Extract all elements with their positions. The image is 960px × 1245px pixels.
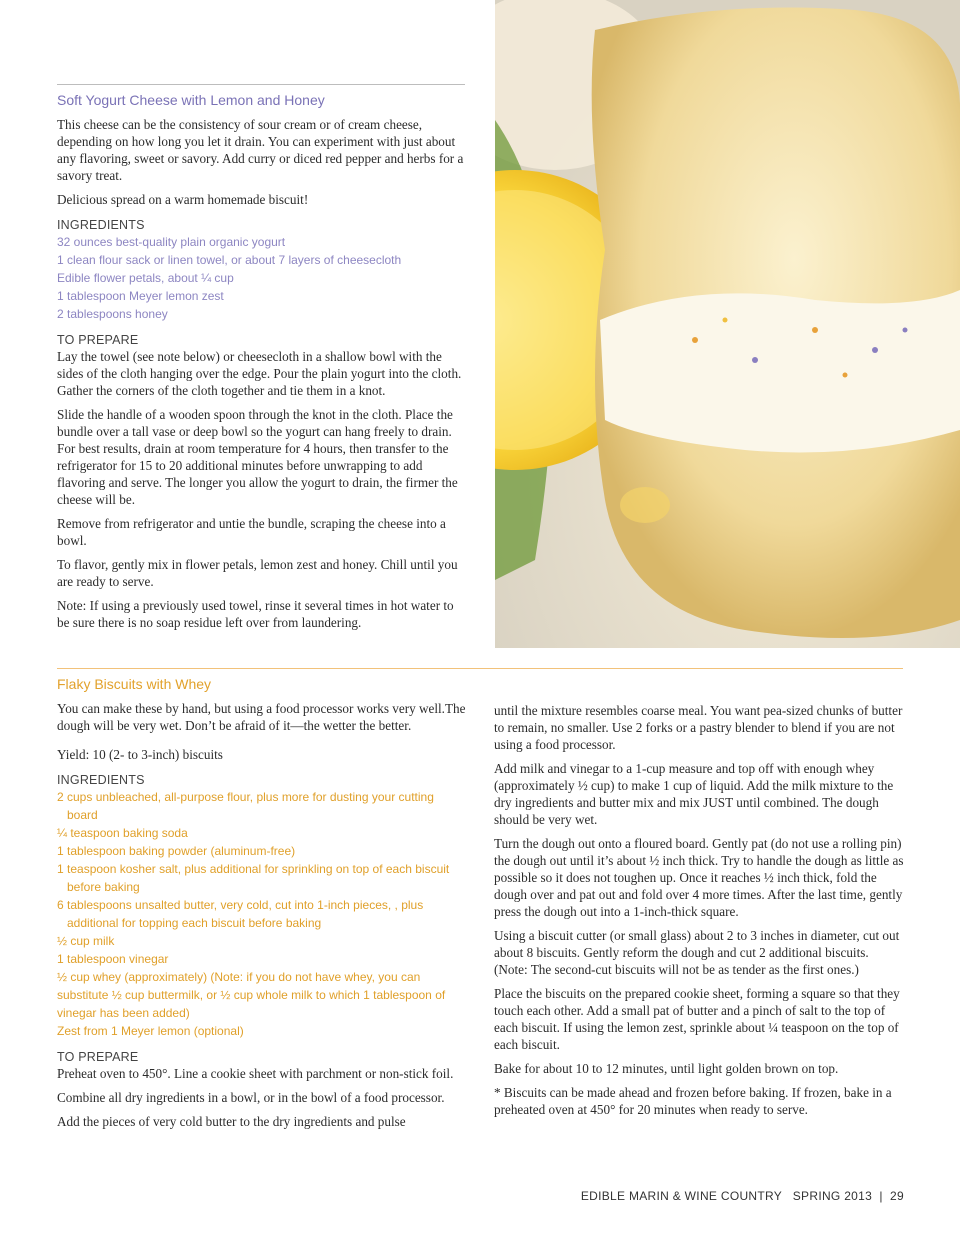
ingredient-item: 1 tablespoon baking powder (aluminum-free) [57,844,296,858]
ingredient-item: ½ cup whey (approximately) (Note: if you do not have whey, you can substitute ½ cup buttermilk, or ½ cup whole milk to which 1 tablespoon of vinegar has been added) [57,970,446,1020]
intro-paragraph: This cheese can be the consistency of sour cream or of cream cheese, depending on how long you let it drain. You can experiment with just about any flavoring, sweet or savory. Add curry or diced red pepper and herbs for a savory treat. [57,117,464,183]
ingredient-item: 6 tablespoons unsalted butter, very cold, cut into 1-inch pieces, , plus additional for topping each biscuit before baking [57,898,424,930]
ingredient-item: 32 ounces best-quality plain organic yogurt [57,235,286,249]
ingredient-item: Edible flower petals, about ¼ cup [57,271,234,285]
intro-paragraph: Delicious spread on a warm homemade biscuit! [57,192,309,207]
biscuit-illustration [495,0,960,648]
ingredient-item: ¼ teaspoon baking soda [57,826,188,840]
top-divider [57,84,465,85]
biscuit-photo [495,0,960,648]
step-paragraph: Lay the towel (see note below) or cheesecloth in a shallow bowl with the sides of the cloth hanging over the edge. Pour the plain yogurt into the cloth. Gather the corners of the cloth together and tie them in a knot. [57,349,462,398]
ingredient-item: 2 cups unbleached, all-purpose flour, plus more for dusting your cutting board [57,790,434,822]
ingredient-item: 1 clean flour sack or linen towel, or about 7 layers of cheesecloth [57,253,402,267]
ingredient-item: ½ cup milk [57,934,115,948]
ingredients-heading: INGREDIENTS [57,218,145,232]
recipe-biscuits-right [494,702,904,1125]
prepare-heading: TO PREPARE [57,333,139,347]
step-paragraph: Add the pieces of very cold butter to the dry ingredients and pulse [57,1114,406,1129]
ingredient-item: 1 tablespoon vinegar [57,952,169,966]
footnote-paragraph: * Biscuits can be made ahead and frozen before baking. If frozen, bake in a preheated oven at 450° for 20 minutes when ready to serve. [494,1085,892,1117]
recipe-biscuits-left [57,676,467,1137]
note-paragraph: Note: If using a previously used towel, rinse it several times in hot water to be sure there is no soap residue left over from laundering. [57,598,454,630]
step-paragraph: Turn the dough out onto a floured board. Gently pat (do not use a rolling pin) the dough out until it’s about ½ inch thick. Try to handle the dough as little as possible so it does not toughen up. Once it reaches ½ inch thick, fold the dough over and pat out and fold over 4 more times. After the last time, gently press the dough out into a 1-inch-thick square. [494,836,904,919]
ingredients-list [57,788,467,1040]
ingredient-item: 2 tablespoons honey [57,307,168,321]
intro-paragraph: You can make these by hand, but using a food processor works very well.The dough will be very wet. Don’t be afraid of it—the wetter the better. [57,701,466,733]
step-paragraph: Remove from refrigerator and untie the bundle, scraping the cheese into a bowl. [57,516,446,548]
recipe-title: Flaky Biscuits with Whey [57,676,212,692]
step-paragraph: Combine all dry ingredients in a bowl, or in the bowl of a food processor. [57,1090,445,1105]
step-paragraph: Slide the handle of a wooden spoon through the knot in the cloth. Place the bundle over a tall vase or deep bowl so the yogurt can hang freely to drain. For best results, drain at room temperature for 4 hours, then transfer to the refrigerator for 15 to 20 additional minutes before unwrapping to add flavoring and serve. The longer you allow the yogurt to drain, the firmer the cheese will be. [57,407,458,507]
prepare-heading: TO PREPARE [57,1050,139,1064]
step-paragraph: Place the biscuits on the prepared cookie sheet, forming a square so that they touch each other. Add a small pat of butter and a pinch of salt to the top of each biscuit. If using the lemon zest, sprinkle about ¼ teaspoon on the top of each biscuit. [494,986,900,1052]
page-footer: EDIBLE MARIN & WINE COUNTRY SPRING 2013 | 29 [580,1189,904,1203]
step-paragraph: Preheat oven to 450°. Line a cookie sheet with parchment or non-stick foil. [57,1066,454,1081]
recipe-yogurt-cheese [57,92,467,638]
step-paragraph: until the mixture resembles coarse meal. You want pea-sized chunks of butter to remain, no smaller. Use 2 forks or a pastry blender to blend if you are not using a food processor. [494,703,903,752]
recipe-title: Soft Yogurt Cheese with Lemon and Honey [57,92,325,108]
step-paragraph: Add milk and vinegar to a 1-cup measure and top off with enough whey (approximately ½ cup) to make 1 cup of liquid. Add the milk mixture to the dry ingredients and butter mix and mix JUST until combined. The dough should be very wet. [494,761,894,827]
step-paragraph: Bake for about 10 to 12 minutes, until light golden brown on top. [494,1061,839,1076]
yield-text: Yield: 10 (2- to 3-inch) biscuits [57,747,223,762]
section-divider [57,668,903,669]
ingredient-item: 1 tablespoon Meyer lemon zest [57,289,224,303]
step-paragraph: Using a biscuit cutter (or small glass) about 2 to 3 inches in diameter, cut out about 8 biscuits. Gently reform the dough and cut 2 additional biscuits. (Note: The second-cut biscuits will not be as tender as the first ones.) [494,928,900,977]
step-paragraph: To flavor, gently mix in flower petals, lemon zest and honey. Chill until you are ready to serve. [57,557,458,589]
ingredients-heading: INGREDIENTS [57,773,145,787]
ingredient-item: 1 teaspoon kosher salt, plus additional for sprinkling on top of each biscuit before baking [57,862,450,894]
ingredients-list [57,233,467,323]
ingredient-item: Zest from 1 Meyer lemon (optional) [57,1024,244,1038]
